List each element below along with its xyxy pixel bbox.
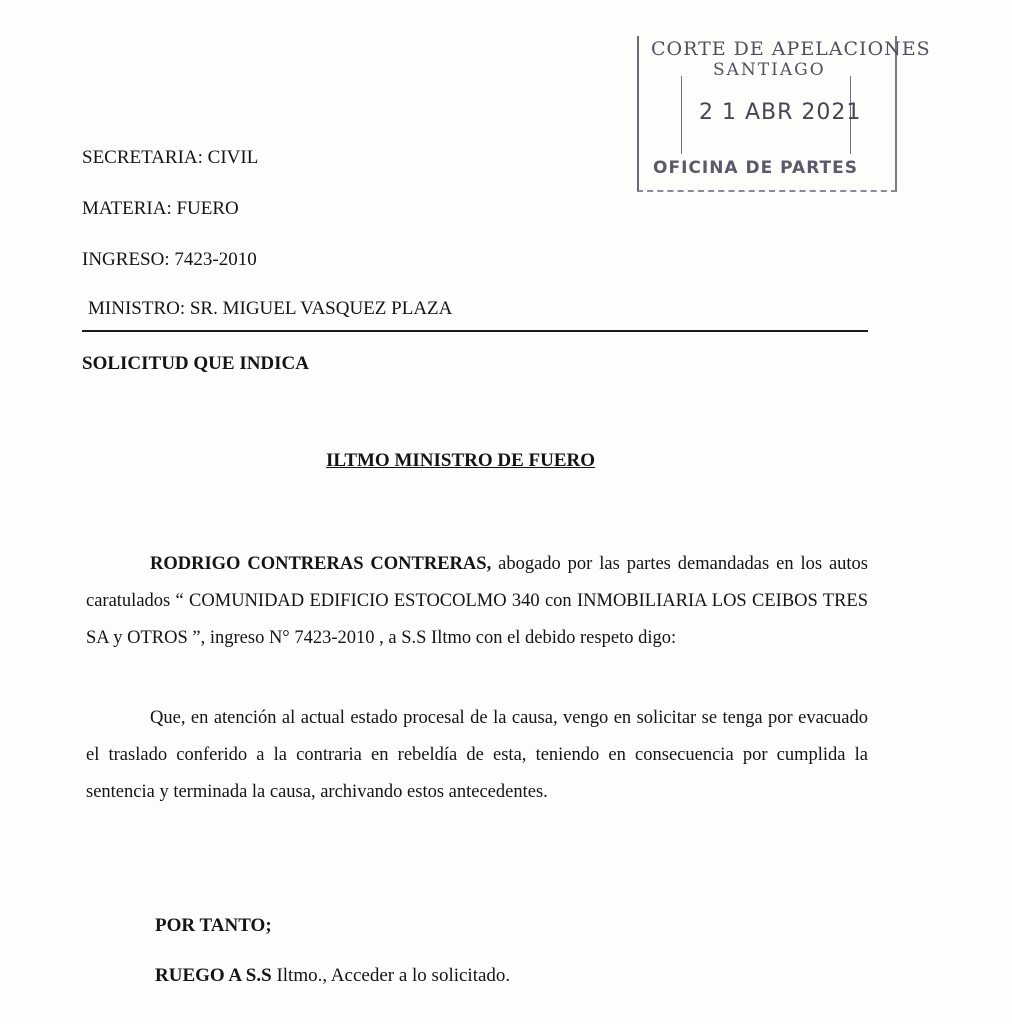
request-text: Que, en atención al actual estado procesal de la causa, vengo en solicitar se tenga por evacuado el traslado conferido a la contraria en rebeldía de esta, teniendo en consecuencia por cumplida la sentencia y terminada la causa, archivando estos antecedentes. [86, 708, 868, 802]
header-divider [82, 330, 868, 332]
document-subject: SOLICITUD QUE INDICA [82, 353, 309, 374]
stamp-court-name: CORTE DE APELACIONES [651, 38, 931, 60]
addressee-heading: ILTMO MINISTRO DE FUERO [326, 450, 596, 471]
stamp-date: 2 1 ABR 2021 [699, 100, 862, 125]
paragraph-introduction [86, 546, 868, 657]
stamp-office: OFICINA DE PARTES [653, 158, 858, 178]
field-ministro: MINISTRO: SR. MIGUEL VASQUEZ PLAZA [88, 298, 453, 319]
field-ingreso: INGRESO: 7423-2010 [82, 249, 257, 270]
court-reception-stamp [637, 36, 931, 192]
field-secretaria: SECRETARIA: CIVIL [82, 147, 259, 168]
lawyer-name: RODRIGO CONTRERAS CONTRERAS, [150, 554, 492, 574]
field-materia: MATERIA: FUERO [82, 198, 239, 219]
por-tanto: POR TANTO; [155, 915, 272, 936]
petition-text: Iltmo., Acceder a lo solicitado. [271, 965, 511, 986]
introduction-text: abogado por las partes demandadas en los autos caratulados “ COMUNIDAD EDIFICIO ESTOCOLMO 340 con INMOBILIARIA LOS CEIBOS TRES SA y OTROS ”, ingreso N° 7423-2010 , a S.S Iltmo con el debido respeto digo: [86, 554, 869, 648]
paragraph-request [86, 700, 868, 811]
stamp-city: SANTIAGO [713, 60, 826, 80]
petition-bold: RUEGO A S.S [155, 965, 272, 986]
petition-line [155, 965, 510, 987]
